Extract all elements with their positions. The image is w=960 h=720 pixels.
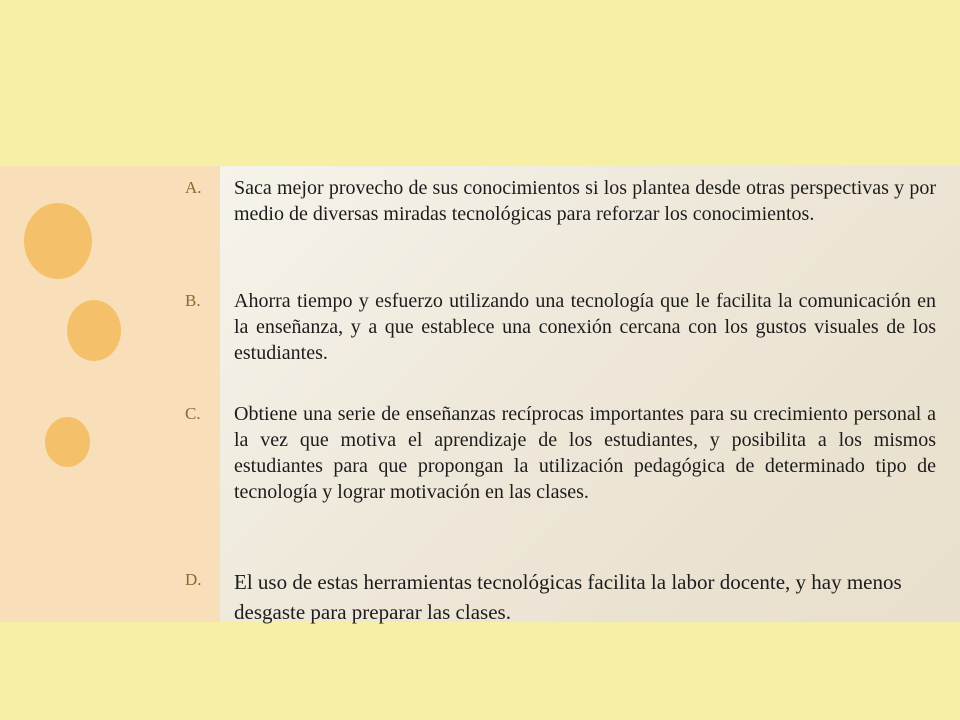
- list-item-text: Obtiene una serie de enseñanzas recíprocas importantes para su crecimiento personal a la vez que motiva el aprendizaje de los estudiantes, y posibilita a los mismos estudiantes para que propongan la utilización pedagógica de determinado tipo de tecnología y lograr motivación en las clases.: [234, 403, 936, 503]
- item-list: [0, 166, 960, 622]
- list-marker: C.: [185, 404, 201, 423]
- content-band: [0, 166, 960, 622]
- list-item-text: El uso de estas herramientas tecnológicas facilita la labor docente, y hay menos desgaste para preparar las clases.: [234, 570, 902, 624]
- list-item-text: Saca mejor provecho de sus conocimientos si los plantea desde otras perspectivas y por medio de diversas miradas tecnológicas para reforzar los conocimientos.: [234, 177, 936, 225]
- list-item-text: Ahorra tiempo y esfuerzo utilizando una tecnología que le facilita la comunicación en la enseñanza, y a que establece una conexión cercana con los gustos visuales de los estudiantes.: [234, 290, 936, 364]
- list-marker: A.: [185, 178, 202, 197]
- list-marker: B.: [185, 291, 201, 310]
- list-marker: D.: [185, 570, 202, 589]
